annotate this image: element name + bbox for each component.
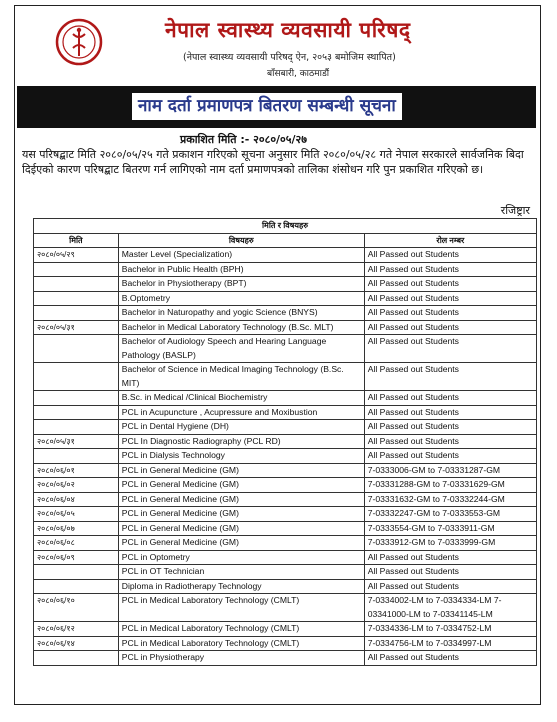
row-roll: 7-0334756-LM to 7-0334997-LM xyxy=(364,636,536,651)
row-subject: PCL in Medical Laboratory Technology (CMLT) xyxy=(118,594,364,622)
row-subject: PCL in Physiotherapy xyxy=(118,651,364,666)
row-roll: 7-0333554-GM to 7-0333911-GM xyxy=(364,521,536,536)
table-row xyxy=(34,248,537,263)
schedule-table xyxy=(33,218,537,666)
table-row xyxy=(34,306,537,321)
row-subject: PCL in OT Technician xyxy=(118,565,364,580)
row-date: २०८०/०६/०७ xyxy=(34,521,119,536)
row-subject: Bachelor in Public Health (BPH) xyxy=(118,262,364,277)
table-row xyxy=(34,636,537,651)
row-roll: 7-03331288-GM to 7-03331629-GM xyxy=(364,478,536,493)
row-roll: All Passed out Students xyxy=(364,291,536,306)
table-row xyxy=(34,363,537,391)
row-subject: PCL in Medical Laboratory Technology (CMLT) xyxy=(118,622,364,637)
row-date: २०८०/०५/२९ xyxy=(34,248,119,263)
row-roll: All Passed out Students xyxy=(364,391,536,406)
row-subject: PCL in General Medicine (GM) xyxy=(118,521,364,536)
row-roll: All Passed out Students xyxy=(364,420,536,435)
org-location: बाँसबारी, काठमाडौं xyxy=(267,69,330,79)
table-row xyxy=(34,507,537,522)
table-row xyxy=(34,262,537,277)
row-subject: Diploma in Radiotherapy Technology xyxy=(118,579,364,594)
row-date: २०८०/०६/०२ xyxy=(34,478,119,493)
row-subject: PCL in Optometry xyxy=(118,550,364,565)
title-banner xyxy=(17,86,536,128)
row-roll: All Passed out Students xyxy=(364,550,536,565)
row-roll: All Passed out Students xyxy=(364,248,536,263)
row-date xyxy=(34,391,119,406)
table-group-header: मिति र विषयहरु xyxy=(34,219,537,234)
row-date: २०८०/०५/३१ xyxy=(34,320,119,335)
table-row xyxy=(34,521,537,536)
table-row xyxy=(34,277,537,292)
row-roll: All Passed out Students xyxy=(364,449,536,464)
col-subject-header: विषयहरु xyxy=(118,233,364,248)
row-subject: B.Sc. in Medical /Clinical Biochemistry xyxy=(118,391,364,406)
row-subject: PCL in General Medicine (GM) xyxy=(118,507,364,522)
notice-body: यस परिषद्बाट मिति २०८०/०५/२५ गते प्रकाशन गरिएको सूचना अनुसार मिति २०८०/०५/२८ गते नेपाल सरकारले सार्वजनिक बिदा दिईएको कारण परिषद्बाट बितरण गर्न लागिएको नाम दर्ता प्रमाणपत्रको तालिका शंसोधन गरि पुन प्रकाशित गरिएको छ। xyxy=(22,148,524,176)
row-date: २०८०/०६/१० xyxy=(34,594,119,622)
row-roll: 7-03332247-GM to 7-0333553-GM xyxy=(364,507,536,522)
row-subject: Bachelor of Audiology Speech and Hearing Language Pathology (BASLP) xyxy=(118,335,364,363)
table-row xyxy=(34,391,537,406)
table-row xyxy=(34,434,537,449)
row-subject: PCL in Acupuncture , Acupressure and Moxibustion xyxy=(118,405,364,420)
row-subject: PCL in General Medicine (GM) xyxy=(118,463,364,478)
row-roll: 7-0333006-GM to 7-03331287-GM xyxy=(364,463,536,478)
row-roll: All Passed out Students xyxy=(364,434,536,449)
row-subject: PCL in Dental Hygiene (DH) xyxy=(118,420,364,435)
row-date xyxy=(34,277,119,292)
row-subject: PCL in Medical Laboratory Technology (CMLT) xyxy=(118,636,364,651)
row-date: २०८०/०६/१४ xyxy=(34,636,119,651)
letterhead xyxy=(15,6,540,80)
row-date xyxy=(34,262,119,277)
row-date xyxy=(34,335,119,363)
org-title: नेपाल स्वास्थ्य व्यवसायी परिषद् xyxy=(165,18,411,42)
row-roll: All Passed out Students xyxy=(364,320,536,335)
table-row xyxy=(34,291,537,306)
row-date: २०८०/०६/०५ xyxy=(34,507,119,522)
row-subject: PCL In Diagnostic Radiography (PCL RD) xyxy=(118,434,364,449)
row-date: २०८०/०६/०१ xyxy=(34,463,119,478)
row-roll: 7-0334336-LM to 7-0334752-LM xyxy=(364,622,536,637)
row-subject: Bachelor in Physiotherapy (BPT) xyxy=(118,277,364,292)
row-date: २०८०/०६/०९ xyxy=(34,550,119,565)
row-subject: B.Optometry xyxy=(118,291,364,306)
row-subject: PCL in General Medicine (GM) xyxy=(118,536,364,551)
row-roll: All Passed out Students xyxy=(364,306,536,321)
row-date xyxy=(34,565,119,580)
signer: रजिष्ट्रार xyxy=(500,204,530,217)
org-subtitle: (नेपाल स्वास्थ्य व्यवसायी परिषद् ऐन, २०५३ बमोजिम स्थापित) xyxy=(183,52,396,63)
row-roll: All Passed out Students xyxy=(364,579,536,594)
row-roll: All Passed out Students xyxy=(364,363,536,391)
row-date: २०८०/०६/१२ xyxy=(34,622,119,637)
notice-page xyxy=(14,5,541,705)
council-emblem-icon xyxy=(55,18,103,66)
row-roll: 7-03331632-GM to 7-03332244-GM xyxy=(364,492,536,507)
row-roll: 7-0333912-GM to 7-0333999-GM xyxy=(364,536,536,551)
table-row xyxy=(34,622,537,637)
row-subject: Bachelor of Science in Medical Imaging Technology (B.Sc. MIT) xyxy=(118,363,364,391)
table-row xyxy=(34,320,537,335)
row-date xyxy=(34,291,119,306)
row-roll: All Passed out Students xyxy=(364,335,536,363)
row-date xyxy=(34,420,119,435)
published-date: प्रकाशित मिति :- २०८०/०५/२७ xyxy=(180,133,307,146)
row-subject: Bachelor in Naturopathy and yogic Science (BNYS) xyxy=(118,306,364,321)
table-row xyxy=(34,651,537,666)
table-row xyxy=(34,492,537,507)
row-roll: All Passed out Students xyxy=(364,565,536,580)
row-roll: All Passed out Students xyxy=(364,405,536,420)
row-roll: All Passed out Students xyxy=(364,277,536,292)
row-roll: All Passed out Students xyxy=(364,651,536,666)
table-row xyxy=(34,550,537,565)
row-date xyxy=(34,651,119,666)
row-subject: Master Level (Specialization) xyxy=(118,248,364,263)
row-date: २०८०/०६/०८ xyxy=(34,536,119,551)
row-subject: Bachelor in Medical Laboratory Technology (B.Sc. MLT) xyxy=(118,320,364,335)
row-roll: All Passed out Students xyxy=(364,262,536,277)
schedule-body xyxy=(34,248,537,666)
table-row xyxy=(34,478,537,493)
table-row xyxy=(34,463,537,478)
table-row xyxy=(34,335,537,363)
row-date xyxy=(34,579,119,594)
row-subject: PCL in Dialysis Technology xyxy=(118,449,364,464)
row-date xyxy=(34,363,119,391)
table-row xyxy=(34,565,537,580)
col-roll-header: रोल नम्बर xyxy=(364,233,536,248)
row-date: २०८०/०६/०४ xyxy=(34,492,119,507)
table-row xyxy=(34,449,537,464)
row-date: २०८०/०५/३१ xyxy=(34,434,119,449)
table-row xyxy=(34,405,537,420)
table-row xyxy=(34,420,537,435)
notice-title: नाम दर्ता प्रमाणपत्र बितरण सम्बन्धी सूचना xyxy=(132,93,402,120)
row-subject: PCL in General Medicine (GM) xyxy=(118,478,364,493)
row-roll: 7-0334002-LM to 7-0334334-LM 7-03341000-LM to 7-03341145-LM xyxy=(364,594,536,622)
row-date xyxy=(34,405,119,420)
table-row xyxy=(34,536,537,551)
table-row xyxy=(34,594,537,622)
row-date xyxy=(34,306,119,321)
table-row xyxy=(34,579,537,594)
row-subject: PCL in General Medicine (GM) xyxy=(118,492,364,507)
col-date-header: मिति xyxy=(34,233,119,248)
row-date xyxy=(34,449,119,464)
